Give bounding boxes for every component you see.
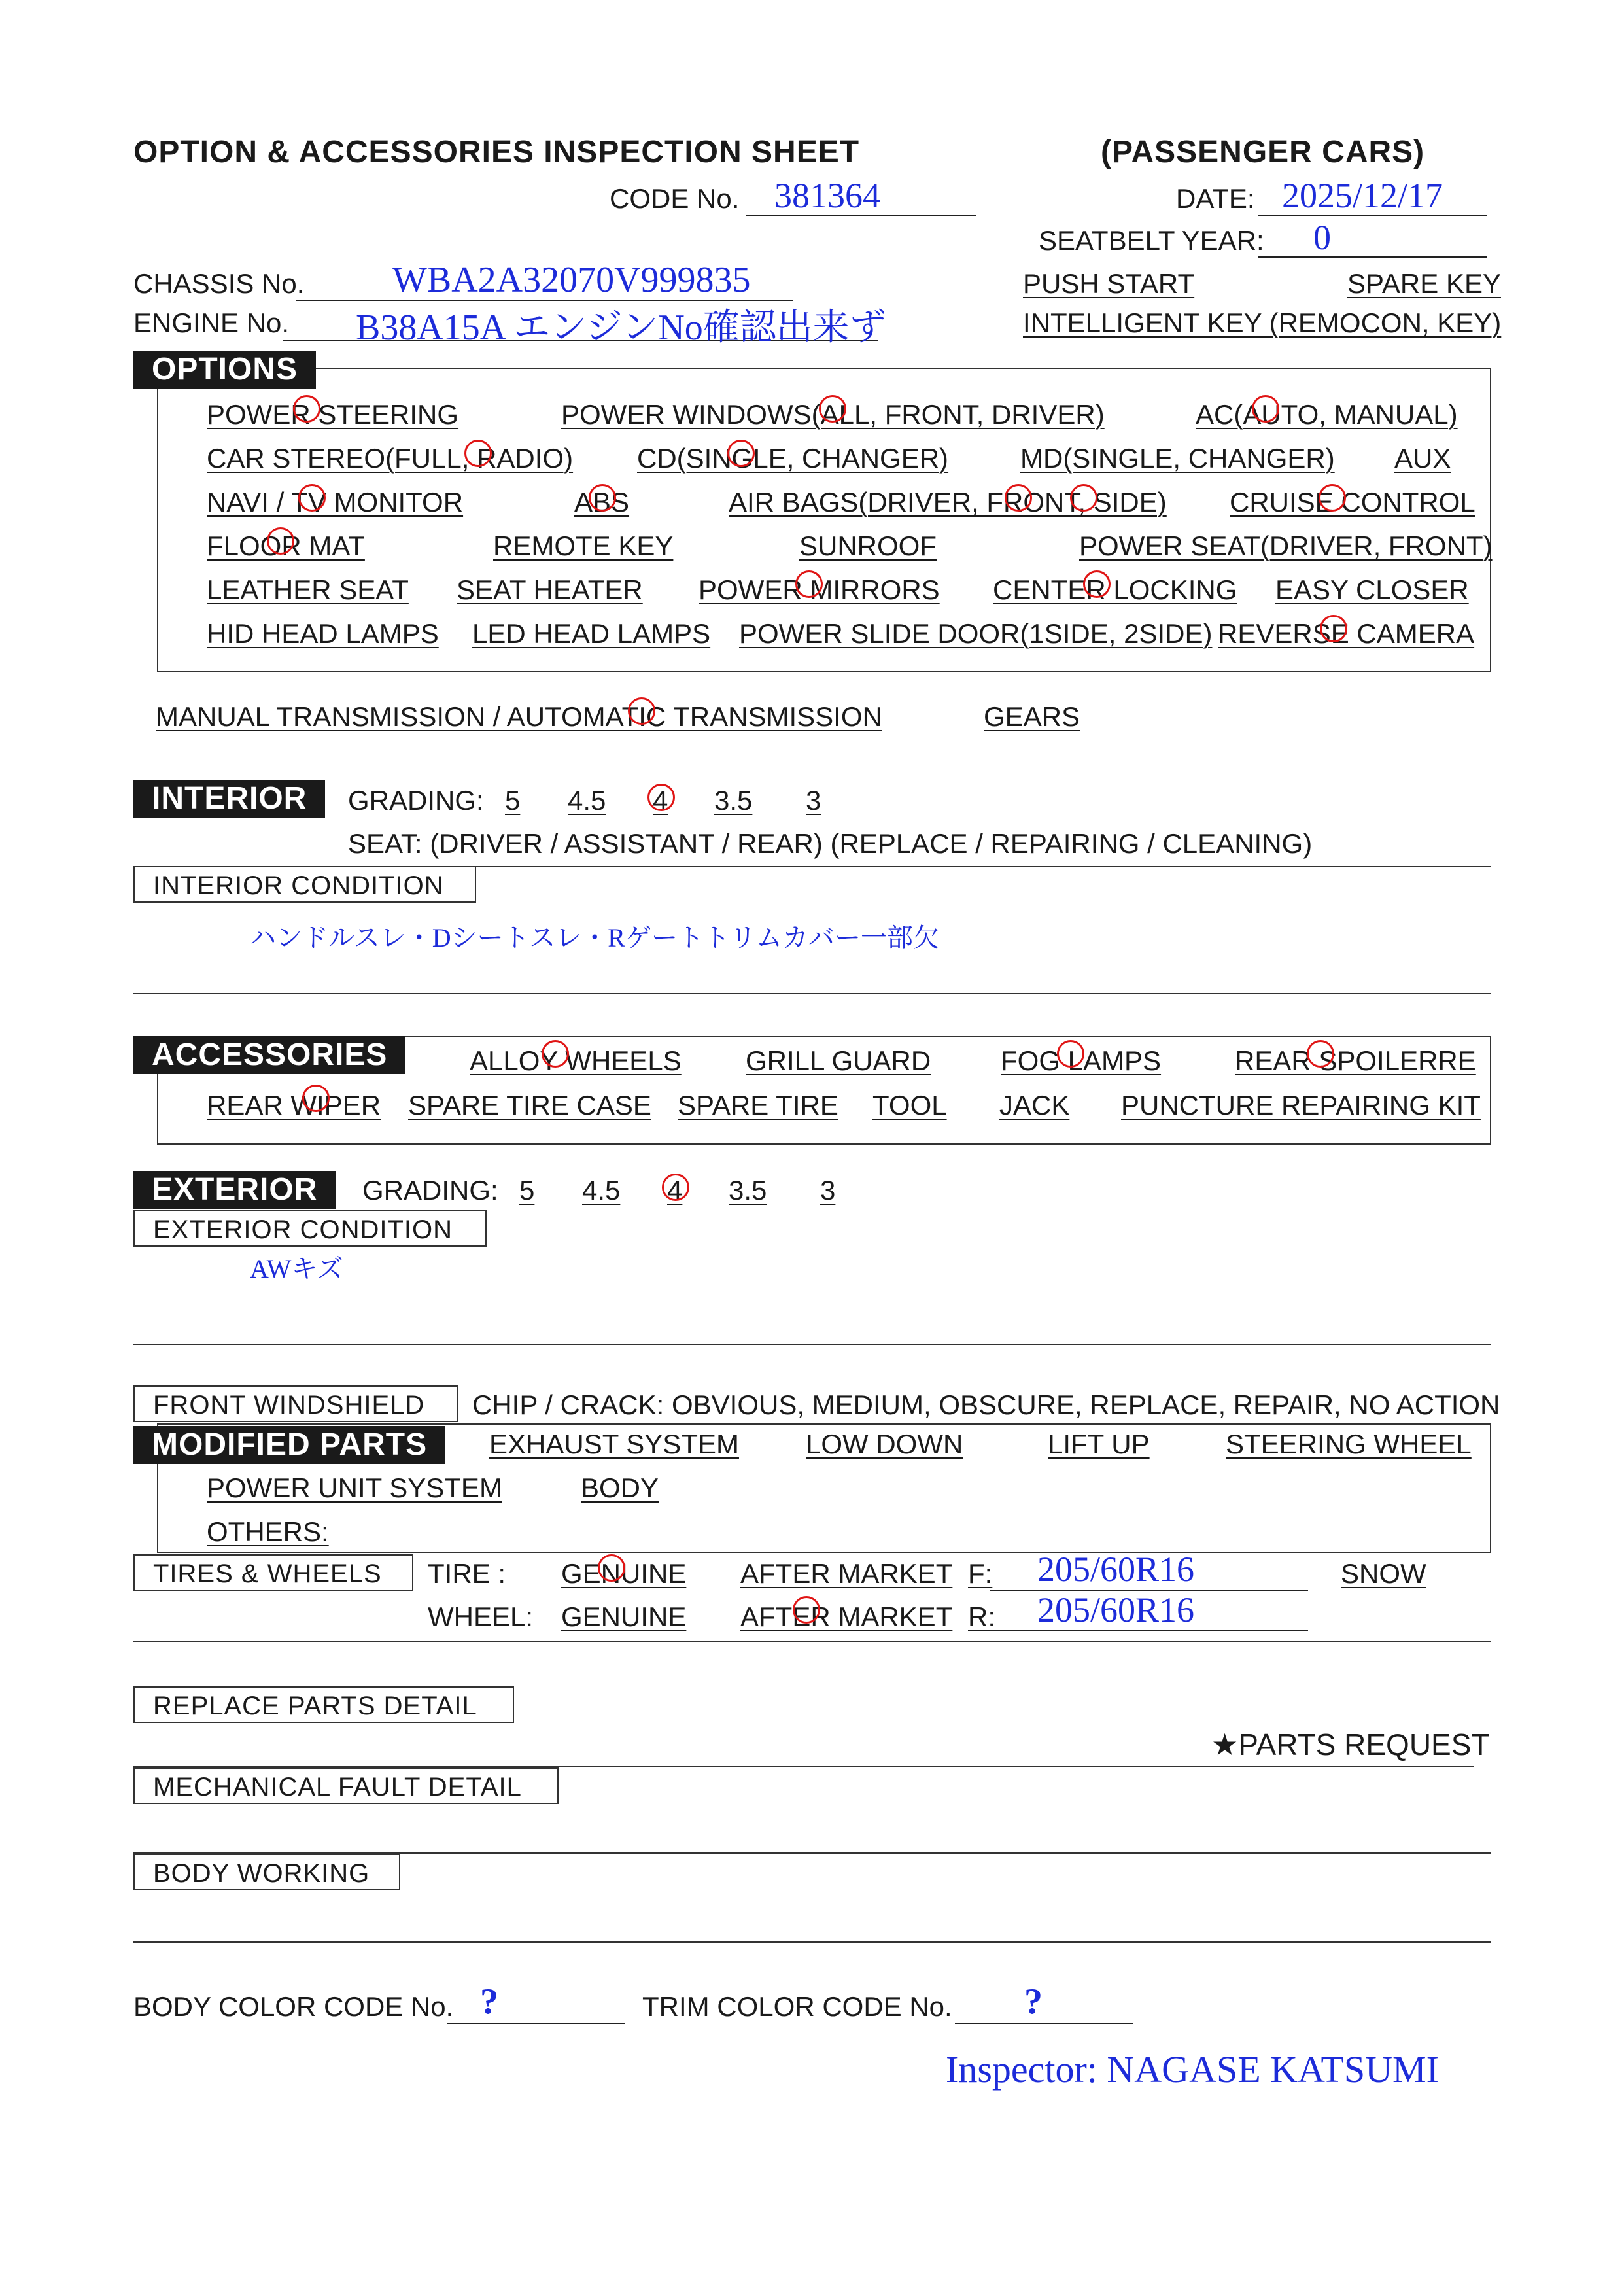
circle-mark-power-steering [293, 395, 320, 423]
code-field[interactable] [746, 178, 976, 216]
modified-power-unit-system[interactable]: POWER UNIT SYSTEM [207, 1472, 502, 1503]
option-aux[interactable]: AUX [1394, 443, 1451, 474]
option-power-seat[interactable]: POWER SEAT(DRIVER, FRONT) [1079, 531, 1493, 561]
option-cruise-control[interactable]: CRUISE CONTROL [1230, 487, 1475, 517]
interior-condition-note: ハンドルスレ・Dシートスレ・Rゲートトリムカバー一部欠 [250, 923, 939, 952]
option-navi-tv[interactable]: NAVI / TV MONITOR [207, 487, 464, 517]
snow-option[interactable]: SNOW [1341, 1558, 1426, 1589]
option-floor-mat[interactable]: FLOOR MAT [207, 531, 365, 561]
tire-rear-field[interactable] [990, 1592, 1308, 1631]
exterior-bottom-line [133, 1344, 1491, 1345]
chassis-field[interactable] [296, 262, 793, 301]
chassis-label: CHASSIS No. [133, 268, 305, 299]
tire-front-field[interactable] [990, 1552, 1308, 1591]
option-leather-seat[interactable]: LEATHER SEAT [207, 574, 409, 605]
option-ac[interactable]: AC(AUTO, MANUAL) [1196, 399, 1458, 430]
seatbelt-label: SEATBELT YEAR: [1039, 225, 1264, 256]
accessory-rear-wiper[interactable]: REAR WIPER [207, 1090, 381, 1121]
option-air-bags[interactable]: AIR BAGS(DRIVER, FRONT, SIDE) [729, 487, 1167, 517]
circle-mark-airbag-side [1070, 484, 1097, 512]
option-center-locking[interactable]: CENTER LOCKING [993, 574, 1237, 605]
exterior-header: EXTERIOR [133, 1171, 336, 1209]
sheet-category: (PASSENGER CARS) [1101, 135, 1425, 169]
exterior-grade-3[interactable]: 3 [820, 1175, 836, 1206]
circle-mark-tire-genuine [598, 1554, 625, 1582]
front-windshield-label: FRONT WINDSHIELD [133, 1385, 458, 1422]
wheel-genuine-option[interactable]: GENUINE [561, 1601, 687, 1632]
option-power-slide-door[interactable]: POWER SLIDE DOOR(1SIDE, 2SIDE) [739, 618, 1213, 649]
wheel-label: WHEEL: [428, 1601, 534, 1632]
interior-condition-label: INTERIOR CONDITION [133, 866, 476, 903]
option-led-head-lamps[interactable]: LED HEAD LAMPS [472, 618, 711, 649]
circle-mark-rear-spoiler [1307, 1040, 1334, 1068]
circle-mark-alloy-wheels [542, 1040, 569, 1068]
circle-mark-wheel-after-market [793, 1596, 820, 1624]
body-color-field[interactable] [447, 1982, 625, 2024]
accessory-rear-spoiler[interactable]: REAR SPOILERRE [1235, 1045, 1476, 1076]
circle-mark-abs [589, 484, 616, 512]
windshield-options[interactable]: CHIP / CRACK: OBVIOUS, MEDIUM, OBSCURE, REPLACE, REPAIR, NO ACTION [472, 1389, 1500, 1420]
tires-bottom-line [133, 1641, 1491, 1642]
accessories-header: ACCESSORIES [133, 1036, 406, 1074]
interior-header: INTERIOR [133, 780, 325, 818]
tire-genuine-option[interactable]: GENUINE [561, 1558, 687, 1589]
option-remote-key[interactable]: REMOTE KEY [493, 531, 674, 561]
gears-option[interactable]: GEARS [984, 701, 1080, 732]
body-color-value: ? [480, 1981, 498, 2022]
interior-grade-3-5[interactable]: 3.5 [714, 785, 753, 816]
circle-mark-center-locking [1083, 570, 1111, 598]
option-cd[interactable]: CD(SINGLE, CHANGER) [637, 443, 949, 474]
accessory-spare-tire-case[interactable]: SPARE TIRE CASE [408, 1090, 651, 1121]
date-label: DATE: [1176, 183, 1255, 214]
chassis-value: WBA2A32070V999835 [392, 260, 751, 300]
circle-mark-navi-tv [298, 484, 326, 512]
modified-steering-wheel[interactable]: STEERING WHEEL [1226, 1429, 1472, 1459]
interior-grade-3[interactable]: 3 [806, 785, 821, 816]
exterior-grade-3-5[interactable]: 3.5 [729, 1175, 767, 1206]
circle-mark-power-windows-all [819, 395, 846, 423]
circle-mark-cd-single [727, 440, 755, 467]
intelligent-key-option[interactable]: INTELLIGENT KEY (REMOCON, KEY) [1023, 307, 1502, 338]
date-value: 2025/12/17 [1282, 176, 1443, 215]
modified-exhaust-system[interactable]: EXHAUST SYSTEM [489, 1429, 739, 1459]
accessory-puncture-kit[interactable]: PUNCTURE REPAIRING KIT [1121, 1090, 1481, 1121]
trim-color-label: TRIM COLOR CODE No. [642, 1991, 952, 2022]
accessory-tool[interactable]: TOOL [872, 1090, 947, 1121]
parts-request-label: ★PARTS REQUEST [1211, 1728, 1490, 1762]
tire-label: TIRE : [428, 1558, 506, 1589]
interior-grade-5[interactable]: 5 [505, 785, 521, 816]
circle-mark-floor-mat [267, 527, 294, 555]
code-value: 381364 [774, 176, 880, 215]
option-abs[interactable]: ABS [574, 487, 630, 517]
accessory-spare-tire[interactable]: SPARE TIRE [678, 1090, 838, 1121]
inspector-name: Inspector: NAGASE KATSUMI [946, 2048, 1439, 2091]
engine-field[interactable] [283, 302, 886, 348]
wheel-after-market-option[interactable]: AFTER MARKET [740, 1601, 953, 1632]
interior-grade-4-5[interactable]: 4.5 [568, 785, 606, 816]
circle-mark-rear-wiper [302, 1085, 330, 1112]
accessory-jack[interactable]: JACK [999, 1090, 1070, 1121]
date-field[interactable] [1258, 178, 1487, 216]
exterior-condition-note: AWキズ [250, 1254, 343, 1283]
exterior-grading-label: GRADING: [362, 1175, 498, 1206]
circle-mark-airbag-front [1005, 484, 1032, 512]
circle-mark-exterior-grade-4 [662, 1174, 689, 1201]
modified-low-down[interactable]: LOW DOWN [806, 1429, 963, 1459]
tire-rear-label: R: [968, 1601, 995, 1632]
seatbelt-value: 0 [1313, 218, 1331, 257]
option-md[interactable]: MD(SINGLE, CHANGER) [1020, 443, 1335, 474]
exterior-grade-4-5[interactable]: 4.5 [582, 1175, 621, 1206]
exterior-condition-label: EXTERIOR CONDITION [133, 1210, 487, 1247]
option-seat-heater[interactable]: SEAT HEATER [457, 574, 643, 605]
engine-value: B38A15A エンジンNo確認出来ず [356, 307, 886, 348]
tire-front-label: F: [968, 1558, 993, 1589]
seatbelt-field[interactable] [1258, 220, 1487, 258]
option-easy-closer[interactable]: EASY CLOSER [1275, 574, 1469, 605]
accessory-alloy-wheels[interactable]: ALLOY WHEELS [470, 1045, 682, 1076]
exterior-grade-4[interactable]: 4 [667, 1175, 683, 1206]
circle-mark-radio [464, 440, 492, 467]
option-power-mirrors[interactable]: POWER MIRRORS [699, 574, 940, 605]
tire-front-value: 205/60R16 [1037, 1550, 1195, 1589]
sheet-title: OPTION & ACCESSORIES INSPECTION SHEET [133, 135, 860, 169]
trim-color-field[interactable] [955, 1982, 1133, 2024]
option-car-stereo[interactable]: CAR STEREO(FULL, RADIO) [207, 443, 574, 474]
interior-grading-label: GRADING: [348, 785, 484, 816]
circle-mark-ac-auto [1252, 395, 1279, 423]
circle-mark-fog-lamps [1057, 1040, 1084, 1068]
body-working-label: BODY WORKING [133, 1854, 400, 1890]
modified-others-label: OTHERS: [207, 1516, 329, 1547]
circle-mark-automatic [628, 697, 655, 725]
interior-grade-4[interactable]: 4 [653, 785, 668, 816]
option-reverse-camera[interactable]: REVERSE CAMERA [1218, 618, 1475, 649]
interior-bottom-line [133, 993, 1491, 994]
option-power-steering[interactable]: POWER STEERING [207, 399, 459, 430]
circle-mark-cruise-control [1319, 484, 1346, 512]
tires-wheels-label: TIRES & WHEELS [133, 1554, 413, 1591]
replace-parts-detail-label: REPLACE PARTS DETAIL [133, 1686, 514, 1723]
tire-after-market-option[interactable]: AFTER MARKET [740, 1558, 953, 1589]
body-working-line [133, 1941, 1491, 1943]
tire-rear-value: 205/60R16 [1037, 1590, 1195, 1629]
accessory-grill-guard[interactable]: GRILL GUARD [746, 1045, 931, 1076]
option-sunroof[interactable]: SUNROOF [799, 531, 937, 561]
options-header: OPTIONS [133, 351, 316, 389]
trim-color-value: ? [1024, 1981, 1043, 2022]
circle-mark-interior-grade-4 [647, 784, 675, 811]
accessory-fog-lamps[interactable]: FOG LAMPS [1001, 1045, 1162, 1076]
option-power-windows[interactable]: POWER WINDOWS(ALL, FRONT, DRIVER) [561, 399, 1105, 430]
body-color-label: BODY COLOR CODE No. [133, 1991, 454, 2022]
circle-mark-power-mirrors [795, 570, 823, 598]
exterior-grade-5[interactable]: 5 [519, 1175, 535, 1206]
circle-mark-reverse-camera [1320, 615, 1347, 642]
engine-label: ENGINE No. [133, 307, 290, 338]
mechanical-fault-detail-label: MECHANICAL FAULT DETAIL [133, 1767, 559, 1804]
option-hid-head-lamps[interactable]: HID HEAD LAMPS [207, 618, 439, 649]
seat-options[interactable]: SEAT: (DRIVER / ASSISTANT / REAR) (REPLACE / REPAIRING / CLEANING) [348, 828, 1313, 859]
spare-key-option[interactable]: SPARE KEY [1347, 268, 1501, 299]
modified-parts-header: MODIFIED PARTS [133, 1426, 445, 1464]
modified-body[interactable]: BODY [581, 1472, 659, 1503]
push-start-option[interactable]: PUSH START [1023, 268, 1195, 299]
code-label: CODE No. [610, 183, 740, 214]
transmission-options[interactable]: MANUAL TRANSMISSION / AUTOMATIC TRANSMISSION [156, 701, 882, 732]
modified-lift-up[interactable]: LIFT UP [1048, 1429, 1150, 1459]
